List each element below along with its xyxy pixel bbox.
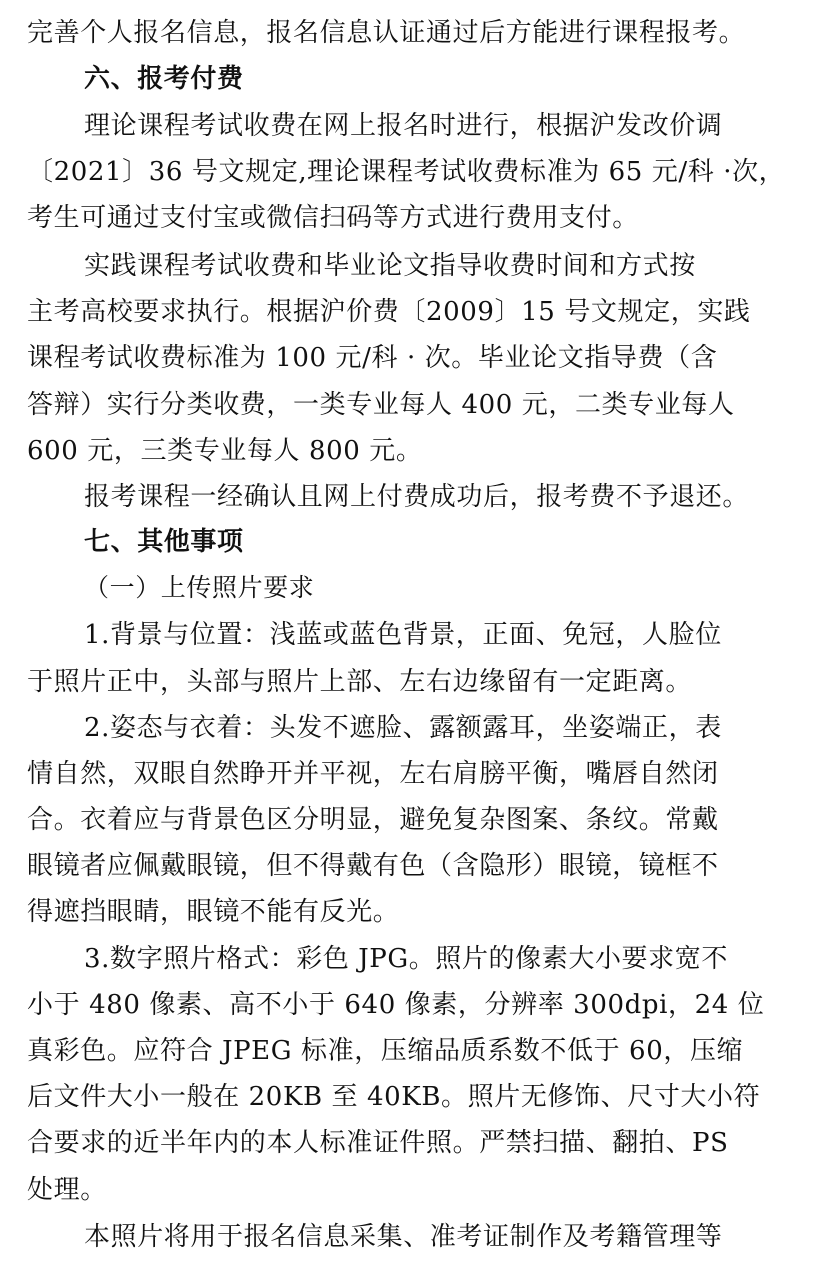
paragraph-line: 眼镜者应佩戴眼镜，但不得戴有色（含隐形）眼镜，镜框不 [27,851,719,881]
paragraph-line: 于照片正中，头部与照片上部、左右边缘留有一定距离。 [27,667,693,697]
paragraph-line: 主考高校要求执行。根据沪价费〔2009〕15 号文规定，实践 [27,297,751,327]
paragraph-line: 〔2021〕36 号文规定,理论课程考试收费标准为 65 元/科 ·次， [27,157,786,187]
paragraph-line: 实践课程考试收费和毕业论文指导收费时间和方式按 [84,251,696,281]
paragraph-line: 合要求的近半年内的本人标准证件照。严禁扫描、翻拍、PS [27,1128,729,1158]
paragraph-line: 得遮挡眼睛，眼镜不能有反光。 [27,897,400,927]
paragraph-line: 1.背景与位置：浅蓝或蓝色背景，正面、免冠，人脸位 [84,620,722,650]
paragraph-line: 3.数字照片格式：彩色 JPG。照片的像素大小要求宽不 [84,944,728,974]
section-heading-six: 六、报考付费 [84,64,244,94]
subsection-heading: （一）上传照片要求 [84,573,315,602]
paragraph-line: 真彩色。应符合 JPEG 标准，压缩品质系数不低于 60，压缩 [27,1036,744,1066]
paragraph-line: 本照片将用于报名信息采集、准考证制作及考籍管理等 [84,1222,723,1252]
paragraph-line: 报考课程一经确认且网上付费成功后，报考费不予退还。 [84,482,750,512]
paragraph-line: 后文件大小一般在 20KB 至 40KB。照片无修饰、尺寸大小符 [27,1082,761,1112]
paragraph-line: 处理。 [27,1175,107,1205]
section-heading-seven: 七、其他事项 [84,527,244,557]
paragraph-line: 情自然，双眼自然睁开并平视，左右肩膀平衡，嘴唇自然闭 [27,759,719,789]
paragraph-line: 小于 480 像素、高不小于 640 像素，分辨率 300dpi，24 位 [27,990,765,1020]
paragraph-line: 理论课程考试收费在网上报名时进行，根据沪发改价调 [84,111,723,141]
paragraph-line: 课程考试收费标准为 100 元/科 · 次。毕业论文指导费（含 [27,343,718,373]
paragraph-line: 答辩）实行分类收费，一类专业每人 400 元，二类专业每人 [27,390,735,420]
paragraph-line: 完善个人报名信息，报名信息认证通过后方能进行课程报考。 [27,18,746,48]
paragraph-line: 2.姿态与衣着：头发不遮脸、露额露耳，坐姿端正，表 [84,713,722,743]
paragraph-line: 考生可通过支付宝或微信扫码等方式进行费用支付。 [27,203,639,233]
paragraph-line: 600 元，三类专业每人 800 元。 [27,436,423,466]
paragraph-line: 合。衣着应与背景色区分明显，避免复杂图案、条纹。常戴 [27,805,719,835]
